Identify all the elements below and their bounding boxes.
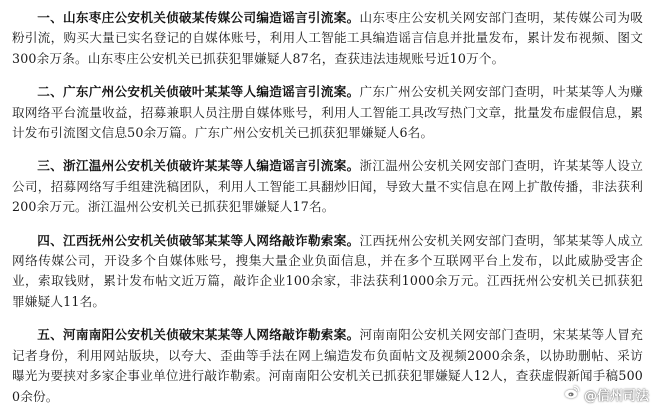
case-paragraph-5 bbox=[12, 325, 643, 407]
case-heading-3: 三、浙江温州公安机关侦破许某某等人编造谣言引流案。 bbox=[37, 158, 360, 174]
case-paragraph-3 bbox=[12, 156, 643, 217]
weibo-watermark bbox=[564, 384, 649, 404]
watermark-text: @信州司法 bbox=[583, 388, 649, 404]
case-paragraph-1 bbox=[12, 8, 643, 69]
case-heading-5: 五、河南南阳公安机关侦破宋某某等人网络敲诈勒索案。 bbox=[37, 327, 360, 343]
case-paragraph-4 bbox=[12, 231, 643, 313]
weibo-icon bbox=[564, 384, 580, 404]
case-body-5: 河南南阳公安机关网安部门查明，宋某某等人冒充记者身份，利用网站版块，以夸大、歪曲等手法在网上编造发布负面帖文及视频2000余条，以协助删帖、采访曝光为要挟对多家企事业单位进行敲诈勒索。河南南阳公安机关已抓获犯罪嫌疑人12人，查获虚假新闻手稿5000余份。 bbox=[12, 327, 644, 404]
case-body-4: 江西抚州公安机关网安部门查明，邹某某等人成立网络传媒公司，开设多个自媒体账号，搜集大量企业负面信息，并在多个互联网平台上发布，以此威胁受害企业，索取钱财，累计发布帖文近万篇，敲诈企业100余家，非法获利1000余万元。江西抚州公安机关已抓获犯罪嫌疑人11名。 bbox=[12, 232, 644, 309]
case-heading-2: 二、广东广州公安机关侦破叶某某等人编造谣言引流案。 bbox=[37, 84, 360, 100]
case-body-3: 浙江温州公安机关网安部门查明，许某某等人设立公司，招募网络写手组建洗稿团队，利用人工智能工具翻炒旧闻，导致大量不实信息在网上扩散传播，非法获利200余万元。浙江温州公安机关已抓获犯罪嫌疑人17名。 bbox=[12, 158, 644, 215]
case-heading-1: 一、山东枣庄公安机关侦破某传媒公司编造谣言引流案。 bbox=[37, 10, 360, 25]
case-heading-4: 四、江西抚州公安机关侦破邹某某等人网络敲诈勒索案。 bbox=[37, 232, 360, 248]
case-body-2: 广东广州公安机关网安部门查明，叶某某等人为赚取网络平台流量收益，招募兼职人员注册自媒体账号，利用人工智能工具改写热门文章，批量发布虚假信息，累计发布引流图文信息50余万篇。广东广州公安机关已抓获犯罪嫌疑人6名。 bbox=[12, 84, 644, 141]
case-body-1: 山东枣庄公安机关网安部门查明，某传媒公司为吸粉引流，购买大量已实名登记的自媒体账号，利用人工智能工具编造谣言信息并批量发布，累计发布视频、图文300余万条。山东枣庄公安机关已抓获犯罪嫌疑人87名，查获违法违规账号近10万个。 bbox=[12, 10, 644, 66]
case-paragraph-2 bbox=[12, 82, 643, 143]
